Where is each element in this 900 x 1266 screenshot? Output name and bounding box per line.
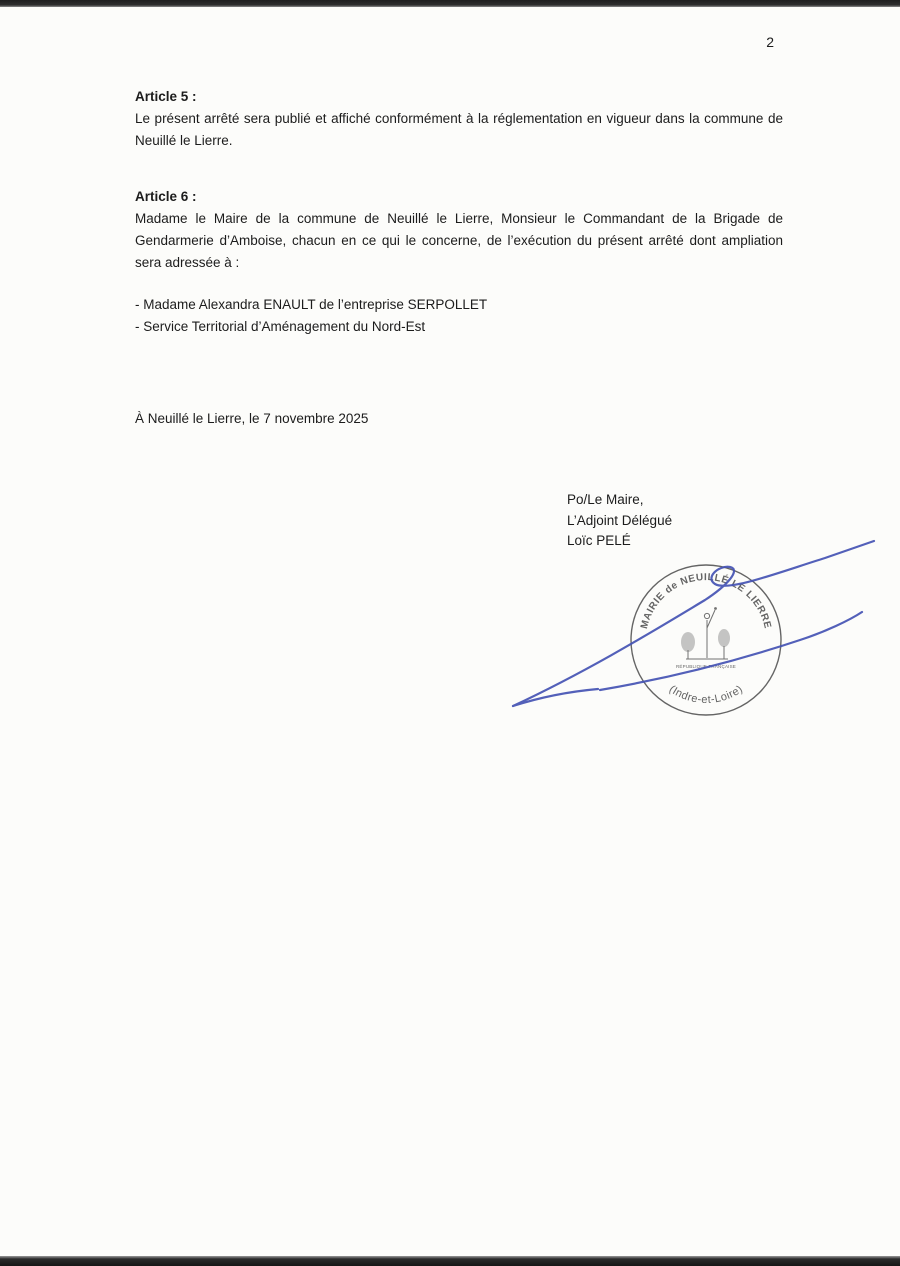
recipient-line: - Service Territorial d’Aménagement du Nord-Est (135, 319, 426, 334)
recipient-list (135, 294, 783, 338)
signoff-name-line: Loïc PELÉ (567, 533, 631, 548)
municipal-stamp-icon (631, 565, 781, 715)
recipient-line: - Madame Alexandra ENAULT de l’entreprise SERPOLLET (135, 297, 488, 312)
page-number: 2 (766, 34, 774, 50)
stamp-top-text: MAIRIE de NEUILLÉ LE LIERRE (639, 572, 773, 631)
stamp-emblem-icon (681, 607, 730, 659)
scan-edge-top (0, 0, 900, 7)
article-5-body: Le présent arrêté sera publié et affiché conformément à la réglementation en vigueur dans la commune de Neuillé le Lierre. (135, 111, 783, 148)
article-6-heading: Article 6 : (135, 189, 197, 204)
stamp-and-signature (480, 520, 900, 740)
signoff-role-line: Po/Le Maire, (567, 492, 644, 507)
stamp-center-text: RÉPUBLIQUE FRANÇAISE (675, 664, 737, 669)
svg-text:(Indre-et-Loire) (667, 683, 745, 706)
scan-edge-bottom (0, 1256, 900, 1266)
article-5-heading: Article 5 : (135, 89, 197, 104)
signoff-title-line: L’Adjoint Délégué (567, 512, 673, 528)
dateline: À Neuillé le Lierre, le 7 novembre 2025 (135, 411, 369, 426)
stamp-bottom-text: (Indre-et-Loire) (666, 683, 746, 707)
article-6-body: Madame le Maire de la commune de Neuillé le Lierre, Monsieur le Commandant de la Brigade de Gendarmerie d’Amboise, chacun en ce qui le concerne, de l’exécution du présent arrêté dont ampliation sera adressée à : (135, 211, 783, 270)
document-body (135, 86, 783, 430)
